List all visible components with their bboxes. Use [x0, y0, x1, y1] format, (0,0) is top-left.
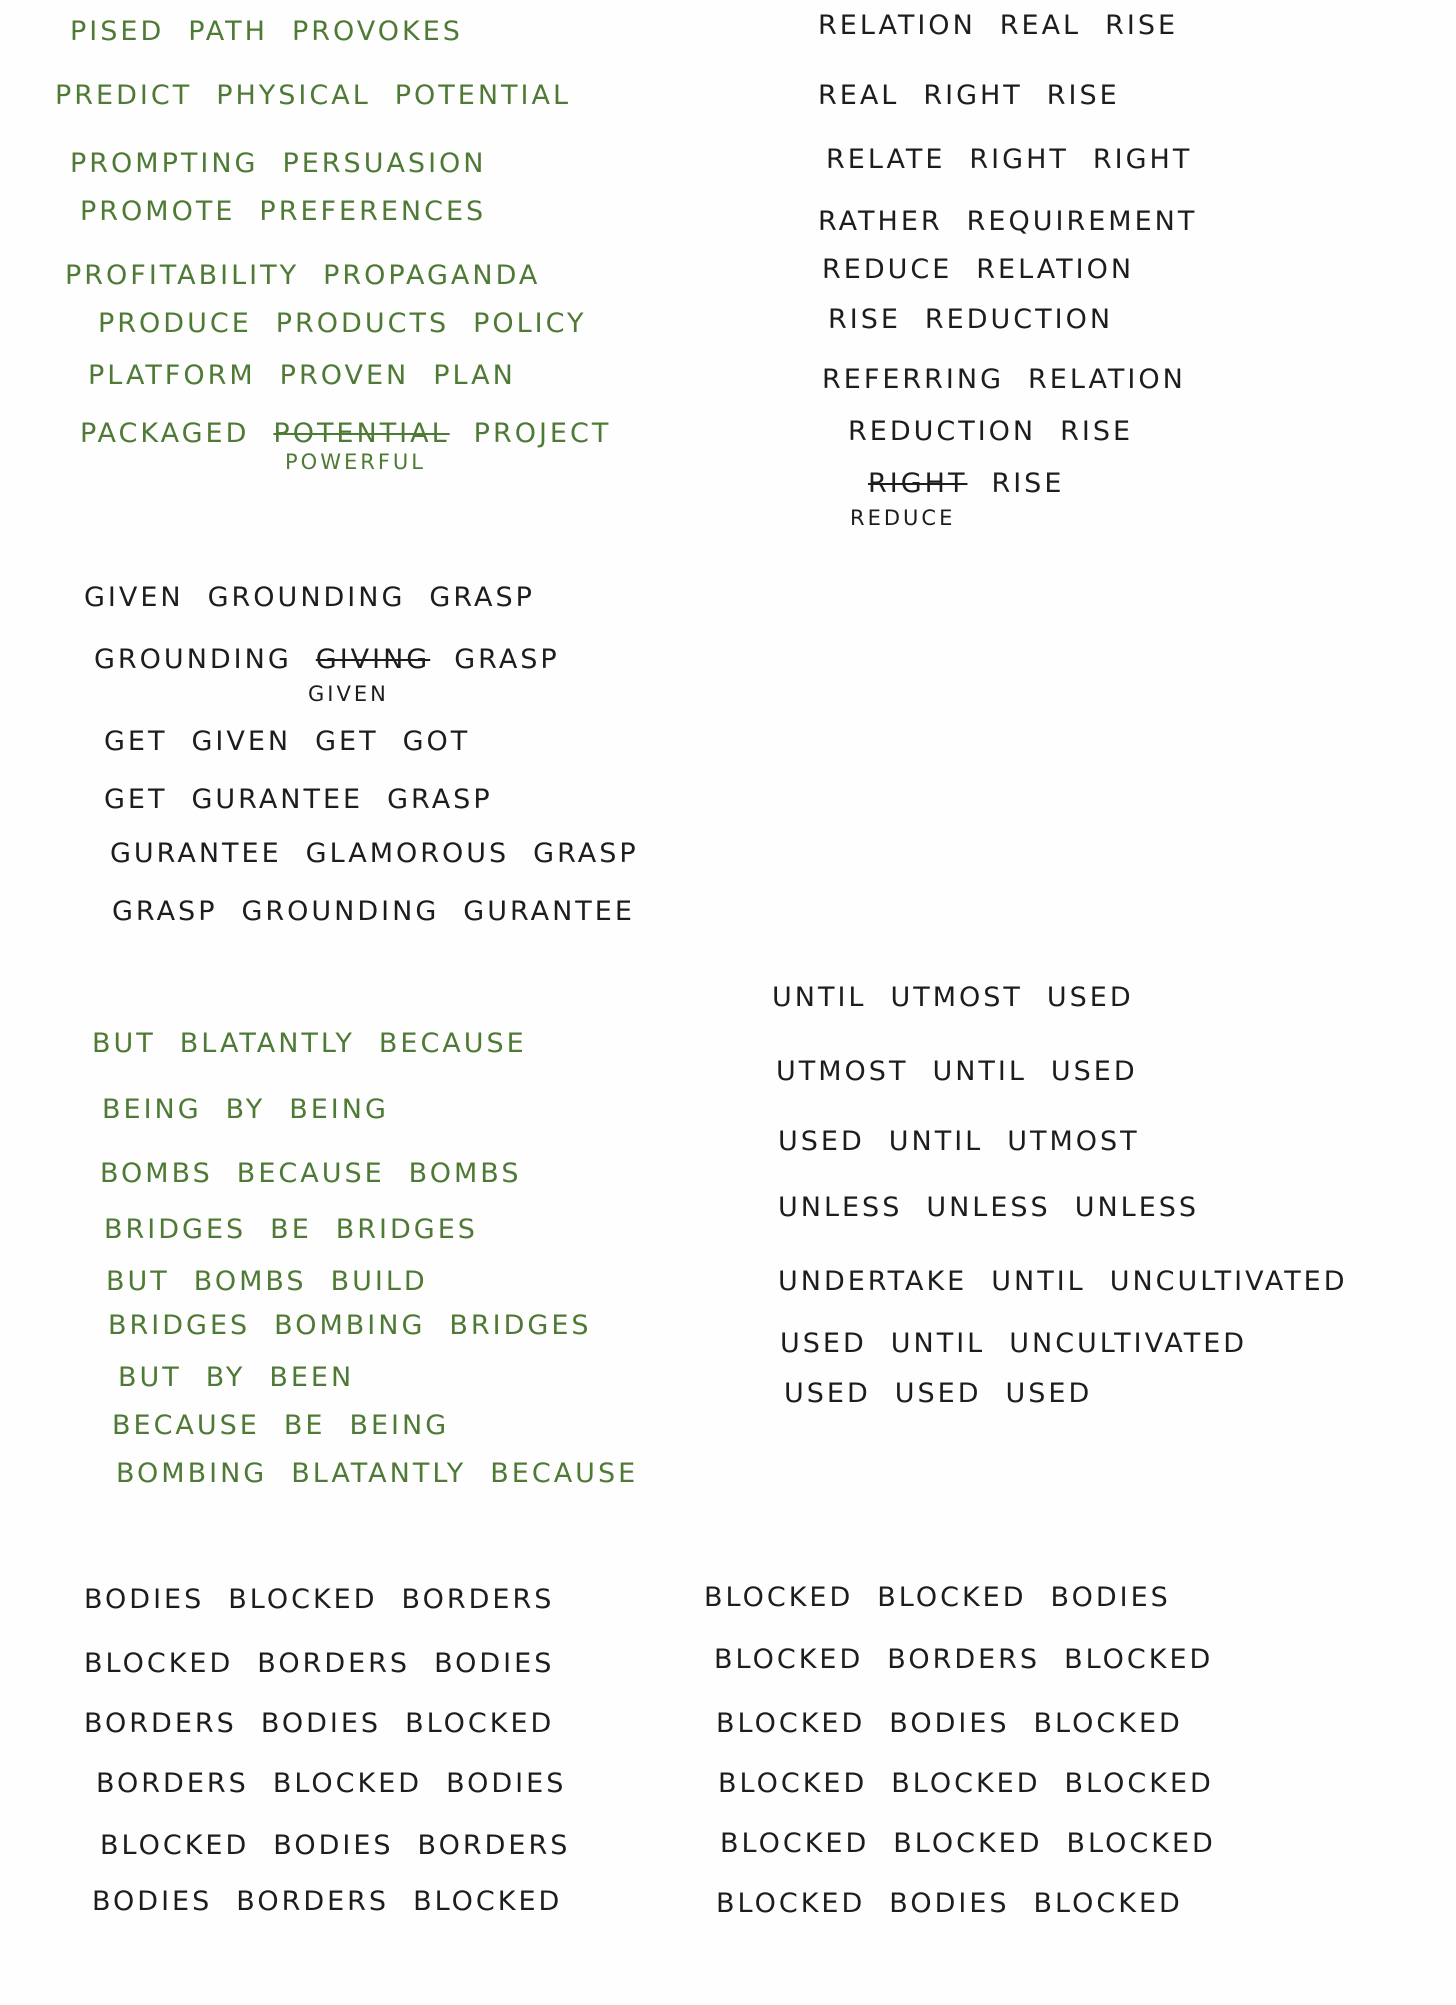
word: PROMPTING [70, 148, 259, 179]
word: BLOCKED [891, 1768, 1041, 1799]
p-line-5 [65, 262, 564, 289]
word: PATH [188, 16, 268, 47]
word: PISED [70, 16, 165, 47]
word: BECAUSE [236, 1158, 385, 1189]
word: GRASP [533, 838, 639, 869]
word: BLOCKED [1064, 1644, 1214, 1675]
u-line-1 [772, 984, 1158, 1011]
word: BODIES [260, 1708, 382, 1739]
p-line-3 [70, 150, 510, 177]
word: BLOCKED [714, 1644, 864, 1675]
word: UTMOST [776, 1056, 909, 1087]
word: BRIDGES [104, 1214, 247, 1245]
u-line-3 [778, 1128, 1164, 1155]
word: BOMBING [116, 1458, 268, 1489]
word: BLOCKED [716, 1888, 866, 1919]
b-line-4 [104, 1216, 502, 1243]
word: PHYSICAL [216, 80, 371, 111]
u-line-4 [778, 1194, 1223, 1221]
bl-line-6 [92, 1888, 586, 1915]
word: GURANTEE [191, 784, 364, 815]
word: PROVOKES [291, 16, 463, 47]
word: GET [104, 726, 168, 757]
word: BLOCKED [1064, 1768, 1214, 1799]
word: RIGHT [923, 80, 1023, 111]
word: RIGHT [969, 144, 1069, 175]
word: BLOCKED [720, 1828, 870, 1859]
b-line-6 [108, 1312, 616, 1339]
word: PACKAGED [80, 418, 250, 449]
word: RISE [1060, 416, 1134, 447]
word: GIVEN [84, 582, 184, 613]
b-line-1 [92, 1030, 551, 1057]
word: PLATFORM [88, 360, 256, 391]
word: GROUNDING [207, 582, 406, 613]
word: BOMBS [100, 1158, 213, 1189]
word: GIVEN [191, 726, 292, 757]
word: PRODUCE [98, 308, 252, 339]
bl-line-3 [84, 1710, 578, 1737]
word: BLOCKED [877, 1582, 1027, 1613]
r-line-6 [828, 306, 1137, 333]
word: BEING [102, 1094, 202, 1125]
word: GET [315, 726, 379, 757]
word: PLAN [433, 360, 516, 391]
word: BORDERS [96, 1768, 249, 1799]
word: GROUNDING [241, 896, 440, 927]
g-correction: GIVEN [308, 682, 389, 706]
word: GET [104, 784, 168, 815]
word: BY [205, 1362, 246, 1393]
br-line-5 [720, 1830, 1240, 1857]
word: RISE [828, 304, 901, 335]
struck-word: GIVING [315, 644, 431, 675]
word: BUT [92, 1028, 156, 1059]
word: BORDERS [84, 1708, 237, 1739]
word: PROVEN [279, 360, 410, 391]
br-line-3 [716, 1710, 1207, 1737]
word: UNTIL [890, 1328, 986, 1359]
word: RIGHT [1092, 144, 1193, 175]
word: UNCULTIVATED [1109, 1266, 1348, 1297]
p-line-4 [80, 198, 510, 225]
word: UNTIL [991, 1266, 1086, 1297]
word: BLOCKED [718, 1768, 868, 1799]
word: BORDERS [236, 1886, 390, 1917]
word: REFERRING [822, 364, 1005, 395]
word: BORDERS [887, 1644, 1041, 1675]
g-line-5 [110, 840, 663, 867]
word: BODIES [92, 1886, 213, 1917]
word: BUT [106, 1266, 170, 1297]
word: UNLESS [778, 1192, 903, 1223]
word: BLOCKED [1033, 1708, 1183, 1739]
bl-line-1 [84, 1586, 578, 1613]
word: GOT [402, 726, 471, 757]
b-line-2 [102, 1096, 413, 1123]
word: BOMBING [274, 1310, 426, 1341]
word: BEEN [269, 1362, 355, 1393]
word: BORDERS [417, 1830, 571, 1861]
br-line-1 [704, 1584, 1195, 1611]
u-line-2 [776, 1058, 1162, 1085]
b-line-8 [112, 1412, 473, 1439]
word: BLOCKED [716, 1708, 866, 1739]
word: UNLESS [926, 1192, 1051, 1223]
struck-word: POTENTIAL [273, 418, 450, 449]
u-line-5 [778, 1268, 1372, 1295]
word: REQUIREMENT [966, 206, 1198, 237]
word: BODIES [889, 1708, 1010, 1739]
word: BODIES [273, 1830, 394, 1861]
word: UNLESS [1074, 1192, 1200, 1223]
p-correction: POWERFUL [285, 450, 426, 474]
u-line-6 [780, 1330, 1271, 1357]
br-line-4 [718, 1770, 1238, 1797]
word: PROJECT [473, 418, 612, 449]
word: RELATION [1028, 364, 1186, 395]
r-line-2 [818, 82, 1144, 109]
word: BLOCKED [1033, 1888, 1183, 1919]
word: BUILD [330, 1266, 428, 1297]
r-line-9 [868, 470, 1088, 497]
word: BLOCKED [100, 1830, 250, 1861]
word: BE [283, 1410, 326, 1441]
r-line-4 [818, 208, 1221, 235]
word: REDUCTION [924, 304, 1114, 335]
word: BLOCKED [704, 1582, 854, 1613]
word: PROPAGANDA [323, 260, 541, 291]
word: BE [270, 1214, 312, 1245]
bl-line-2 [84, 1650, 578, 1677]
word: PROMOTE [80, 196, 236, 227]
word: GROUNDING [94, 644, 292, 675]
r-line-7 [822, 366, 1210, 393]
p-line-7 [88, 362, 540, 389]
word: BRIDGES [108, 1310, 251, 1341]
word: BLOCKED [84, 1648, 234, 1679]
word: BY [225, 1094, 266, 1125]
word: GLAMOROUS [305, 838, 510, 869]
word: REAL [818, 80, 900, 111]
word: BLATANTLY [179, 1028, 355, 1059]
word: BOMBS [193, 1266, 307, 1297]
word: BLOCKED [893, 1828, 1043, 1859]
b-line-5 [106, 1268, 452, 1295]
word: RELATION [818, 10, 976, 41]
word: BODIES [1050, 1582, 1171, 1613]
word: RATHER [818, 206, 943, 237]
word: UTMOST [1007, 1126, 1140, 1157]
r-line-3 [826, 146, 1216, 173]
word: GURANTEE [110, 838, 282, 869]
r-line-5 [822, 256, 1158, 283]
word: BLOCKED [413, 1886, 563, 1917]
word: RELATE [826, 144, 946, 175]
word: BRIDGES [449, 1310, 592, 1341]
word: USED [780, 1328, 867, 1359]
word: UNTIL [772, 982, 867, 1013]
word: USED [1046, 982, 1134, 1013]
word: BODIES [446, 1768, 567, 1799]
bl-line-4 [96, 1770, 590, 1797]
p-line-8 [80, 420, 635, 447]
word: BEING [289, 1094, 389, 1125]
word: POTENTIAL [394, 80, 572, 111]
word: PRODUCTS [275, 308, 450, 339]
b-line-7 [118, 1364, 378, 1391]
word: BLOCKED [405, 1708, 555, 1739]
word: BLOCKED [272, 1768, 423, 1799]
word: PREDICT [55, 80, 193, 111]
g-line-4 [104, 786, 517, 813]
word: REDUCTION [848, 416, 1037, 447]
word: PROFITABILITY [65, 260, 300, 291]
word: BECAUSE [112, 1410, 260, 1441]
p-line-2 [55, 82, 595, 109]
word: GRASP [387, 784, 493, 815]
word: USED [778, 1126, 865, 1157]
word: POLICY [473, 308, 587, 339]
b-line-9 [116, 1460, 662, 1487]
b-line-3 [100, 1160, 545, 1187]
word: BECAUSE [490, 1458, 639, 1489]
struck-word: RIGHT [868, 468, 968, 499]
g-line-6 [112, 898, 659, 925]
word: RELATION [976, 254, 1135, 285]
word: BLATANTLY [291, 1458, 467, 1489]
g-line-1 [84, 584, 559, 611]
word: BRIDGES [335, 1214, 478, 1245]
word: RISE [1105, 10, 1179, 41]
word: PERSUASION [282, 148, 487, 179]
word: BODIES [434, 1648, 555, 1679]
word: BUT [118, 1362, 182, 1393]
u-line-7 [784, 1380, 1116, 1407]
word: UNTIL [932, 1056, 1027, 1087]
word: BEING [349, 1410, 450, 1441]
word: GRASP [112, 896, 218, 927]
word: UNTIL [888, 1126, 984, 1157]
word: GRASP [429, 582, 535, 613]
word: USED [784, 1378, 871, 1409]
word: BECAUSE [378, 1028, 527, 1059]
r-line-8 [848, 418, 1157, 445]
word: REDUCE [822, 254, 953, 285]
r-correction: REDUCE [850, 506, 956, 530]
word: BLOCKED [1066, 1828, 1216, 1859]
word: REAL [999, 10, 1082, 41]
word: UNCULTIVATED [1009, 1328, 1248, 1359]
word: RISE [991, 468, 1065, 499]
r-line-1 [818, 12, 1202, 39]
word: BOMBS [408, 1158, 522, 1189]
br-line-6 [716, 1890, 1207, 1917]
word: PREFERENCES [259, 196, 487, 227]
word: RISE [1046, 80, 1120, 111]
p-line-6 [98, 310, 611, 337]
word: BODIES [84, 1584, 205, 1615]
g-line-2 [94, 646, 584, 673]
word: BORDERS [257, 1648, 411, 1679]
word: UNDERTAKE [778, 1266, 968, 1297]
word: USED [1005, 1378, 1093, 1409]
g-line-3 [104, 728, 494, 755]
p-line-1 [70, 18, 487, 45]
word: GURANTEЕ [463, 896, 635, 927]
word: BLOCKED [228, 1584, 378, 1615]
word: USED [894, 1378, 982, 1409]
bl-line-5 [100, 1832, 594, 1859]
word: UTMOST [890, 982, 1023, 1013]
word: BODIES [889, 1888, 1010, 1919]
word: USED [1050, 1056, 1138, 1087]
br-line-2 [714, 1646, 1237, 1673]
word: GRASP [454, 644, 560, 675]
word: BORDERS [401, 1584, 555, 1615]
